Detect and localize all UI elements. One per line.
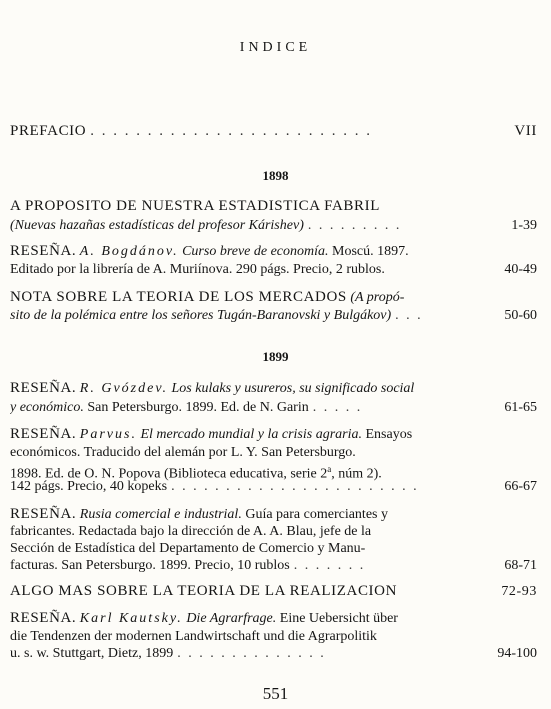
entry-subtitle: (A propó- xyxy=(350,290,405,305)
review-label: RESEÑA. xyxy=(10,426,77,442)
toc-entry-line xyxy=(10,399,537,416)
review-text: 142 págs. Precio, 40 kopeks xyxy=(10,479,168,494)
review-text: fabricantes. Redactada bajo la dirección de A. A. Blau, jefe de la xyxy=(10,524,372,539)
review-text: Eine Uebersicht über xyxy=(279,611,398,626)
dot-leader: . . . . . . . . . . . . . . xyxy=(177,646,326,661)
review-text: Ensayos xyxy=(365,427,413,442)
dot-leader: . . . . . . . xyxy=(293,558,366,573)
dot-leader: . . . . . xyxy=(312,400,363,415)
review-text: económicos. Traducido del alemán por L. Y. San Petersburgo. xyxy=(10,445,356,460)
page-ref: VII xyxy=(514,123,537,139)
toc-entry-line xyxy=(10,261,537,278)
review-author: R. Gvózdev. xyxy=(79,381,169,396)
year-heading-1898: 1898 xyxy=(262,168,289,183)
toc-entry-review[interactable] xyxy=(10,243,537,260)
toc-entry-review[interactable] xyxy=(10,380,537,397)
toc-entry-review[interactable] xyxy=(10,610,537,627)
toc-entry-line xyxy=(10,217,537,234)
entry-title: NOTA SOBRE LA TEORIA DE LOS MERCADOS xyxy=(10,289,347,305)
page-ref: 50-60 xyxy=(504,308,537,323)
review-work: Los kulaks y usureros, su significado social xyxy=(171,381,415,396)
review-work: Curso breve de economía. xyxy=(182,244,329,259)
review-label: RESEÑA. xyxy=(10,243,77,259)
review-work: Rusia comercial e industrial. xyxy=(79,507,242,522)
page-ref: 66-67 xyxy=(504,479,537,494)
entry-title: ALGO MAS SOBRE LA TEORIA DE LA REALIZACION xyxy=(10,583,398,599)
toc-entry-title[interactable] xyxy=(10,289,537,306)
entry-subtitle: sito de la polémica entre los señores Tugán-Baranovski y Bulgákov) xyxy=(10,308,392,323)
review-work: Die Agrarfrage. xyxy=(186,611,277,626)
dot-leader: . . . xyxy=(395,308,423,323)
review-text: Guía para comerciantes y xyxy=(245,507,388,522)
page-ref: 94-100 xyxy=(497,646,537,661)
superscript: a xyxy=(327,464,332,474)
review-text: Sección de Estadística del Departamento de Comercio y Manu- xyxy=(10,541,366,556)
page-ref: 68-71 xyxy=(504,558,537,573)
review-author: A. Bogdánov. xyxy=(79,244,179,259)
toc-entry-line xyxy=(10,645,537,662)
dot-leader: . . . . . . . . . . . . . . . . . . . . . . . . . xyxy=(90,123,372,139)
review-text: u. s. w. Stuttgart, Dietz, 1899 xyxy=(10,646,174,661)
review-text: Editado por la librería de A. Muriínova. 290 págs. Precio, 2 rublos. xyxy=(10,262,385,277)
toc-entry-line xyxy=(10,307,537,324)
year-heading-1899: 1899 xyxy=(262,349,289,364)
page-ref: 72-93 xyxy=(501,584,537,599)
review-work: y económico. xyxy=(10,400,84,415)
toc-entry-review[interactable] xyxy=(10,426,537,443)
page-ref: 61-65 xyxy=(504,400,537,415)
review-text: 1898. Ed. de O. N. Popova (Biblioteca educativa, serie 2 xyxy=(10,466,328,482)
review-work: El mercado mundial y la crisis agraria. xyxy=(140,427,362,442)
toc-entry-title[interactable]: A PROPOSITO DE NUESTRA ESTADISTICA FABRIL xyxy=(10,198,380,214)
review-text: die Tendenzen der modernen Landwirtschaft und die Agrarpolitik xyxy=(10,629,377,644)
page-number: 551 xyxy=(262,684,289,703)
toc-entry-line xyxy=(10,478,537,495)
review-text: facturas. San Petersburgo. 1899. Precio, 10 rublos xyxy=(10,558,290,573)
page-ref: 40-49 xyxy=(504,262,537,277)
review-text: Moscú. 1897. xyxy=(332,244,409,259)
toc-entry-prefacio[interactable] xyxy=(10,123,537,140)
dot-leader: . . . . . . . . . xyxy=(307,218,402,233)
toc-entry-title[interactable] xyxy=(10,583,537,600)
review-label: RESEÑA. xyxy=(10,610,77,626)
toc-entry-review[interactable] xyxy=(10,506,537,523)
review-author: Karl Kautsky. xyxy=(79,611,183,626)
dot-leader: . . . . . . . . . . . . . . . . . . . . . . . xyxy=(171,479,419,494)
entry-subtitle: (Nuevas hazañas estadísticas del profesor Kárishev) xyxy=(10,218,304,233)
page-ref: 1-39 xyxy=(511,218,537,233)
review-text: , núm 2). xyxy=(331,466,382,482)
review-label: RESEÑA. xyxy=(10,380,77,396)
entry-title: PREFACIO xyxy=(10,123,87,139)
toc-entry-line xyxy=(10,557,537,574)
review-label: RESEÑA. xyxy=(10,506,77,522)
review-text: San Petersburgo. 1899. Ed. de N. Garin xyxy=(87,400,309,415)
review-author: Parvus. xyxy=(79,427,137,442)
page-title: INDICE xyxy=(239,40,312,55)
